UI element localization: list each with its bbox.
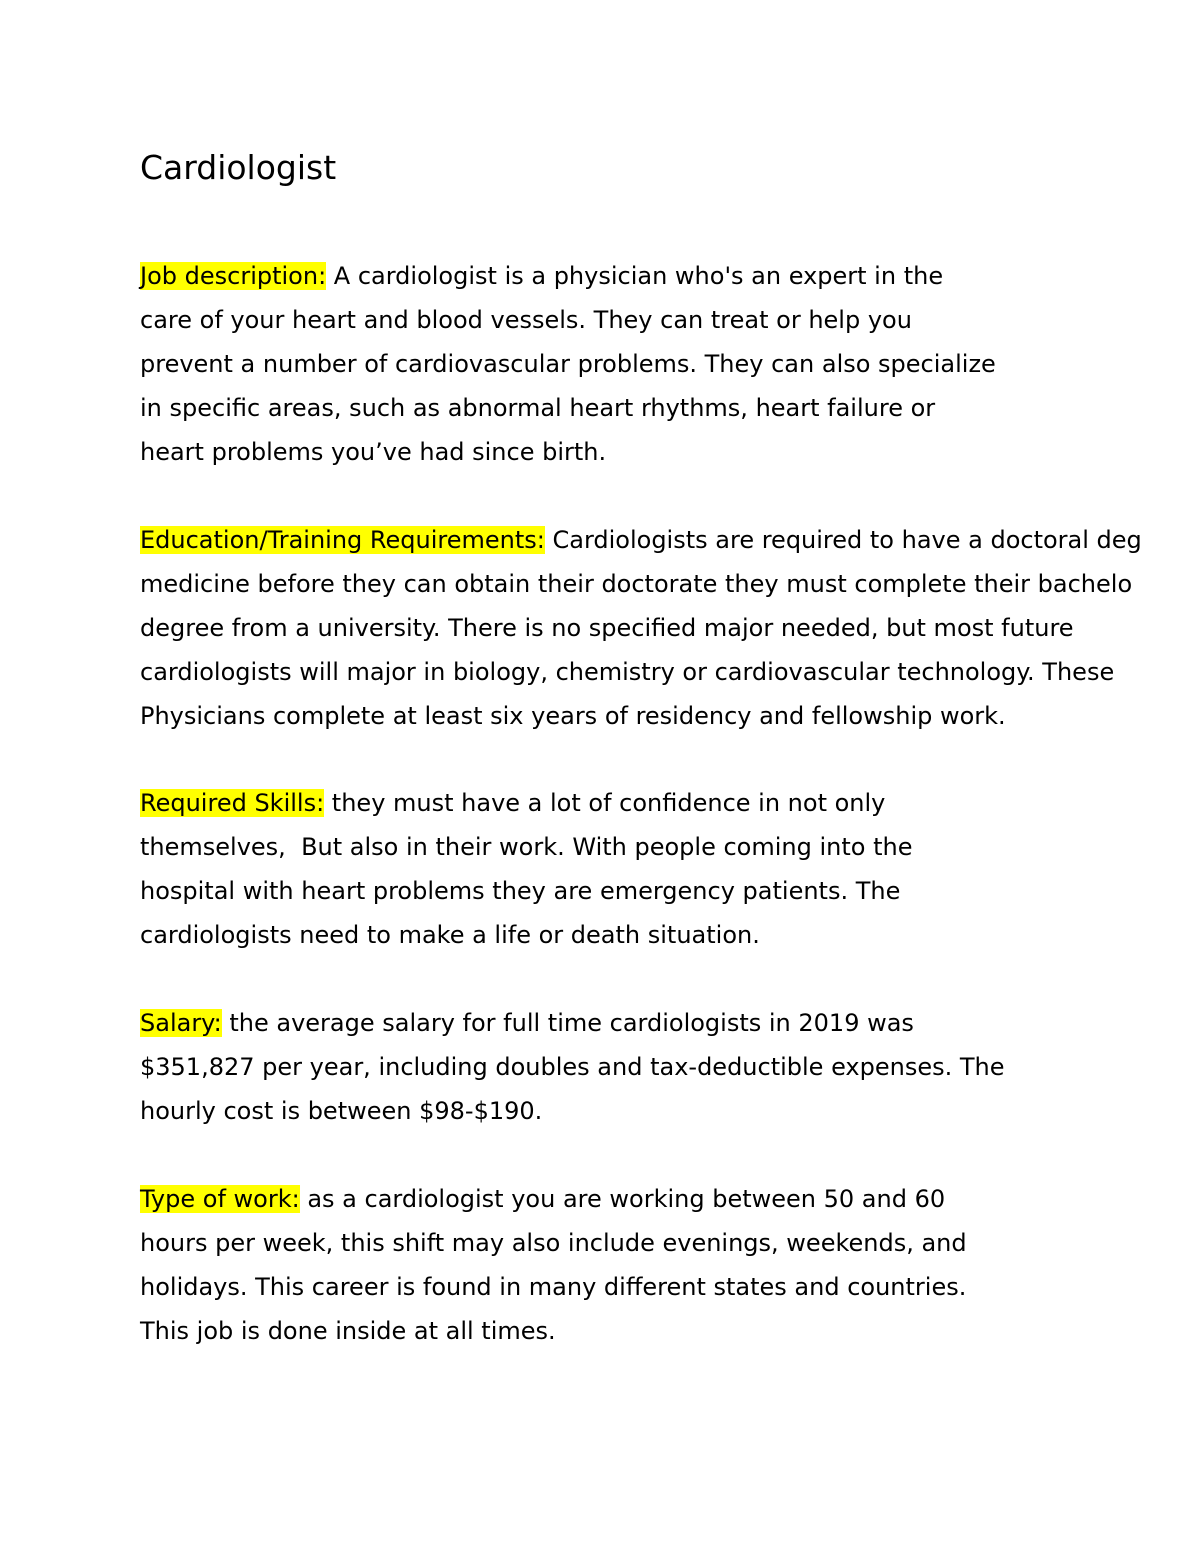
paragraph-line: care of your heart and blood vessels. They can treat or help you [140,306,912,334]
paragraph-line: hours per week, this shift may also include evenings, weekends, and [140,1229,967,1257]
paragraph-text: they must have a lot of confidence in not only [324,789,886,817]
job-description-section [140,254,996,474]
paragraph-text: Cardiologists are required to have a doctoral deg [544,526,1142,554]
paragraph-line [140,518,1142,562]
paragraph-line: hospital with heart problems they are emergency patients. The [140,877,901,905]
paragraph-line: cardiologists need to make a life or death situation. [140,921,760,949]
paragraph-line: $351,827 per year, including doubles and tax-deductible expenses. The [140,1053,1005,1081]
required-skills-label: Required Skills: [140,789,325,817]
paragraph-text: the average salary for full time cardiologists in 2019 was [221,1009,914,1037]
paragraph-line: medicine before they can obtain their doctorate they must complete their bachelo [140,570,1133,598]
paragraph-line: hourly cost is between $98-$190. [140,1097,543,1125]
paragraph-line: This job is done inside at all times. [140,1317,556,1345]
paragraph-line [140,1177,967,1221]
paragraph-line: cardiologists will major in biology, chemistry or cardiovascular technology. These [140,658,1115,686]
paragraph-line: degree from a university. There is no specified major needed, but most future [140,614,1074,642]
paragraph-line [140,1001,1005,1045]
paragraph-line: holidays. This career is found in many different states and countries. [140,1273,967,1301]
paragraph-line [140,781,912,825]
paragraph-line: in specific areas, such as abnormal heart rhythms, heart failure or [140,394,936,422]
paragraph-text: A cardiologist is a physician who's an expert in the [326,262,944,290]
job-description-label: Job description: [140,262,327,290]
paragraph-line: heart problems you’ve had since birth. [140,438,607,466]
education-label: Education/Training Requirements: [140,526,545,554]
salary-label: Salary: [140,1009,222,1037]
paragraph-line: themselves, But also in their work. With people coming into the [140,833,913,861]
paragraph-line [140,254,996,298]
type-of-work-label: Type of work: [140,1185,300,1213]
paragraph-line: prevent a number of cardiovascular problems. They can also specialize [140,350,996,378]
salary-section [140,1001,1005,1133]
page-title: Cardiologist [140,148,337,187]
type-of-work-section [140,1177,967,1353]
required-skills-section [140,781,912,957]
paragraph-text: as a cardiologist you are working between 50 and 60 [299,1185,946,1213]
education-section [140,518,1142,738]
paragraph-line: Physicians complete at least six years of residency and fellowship work. [140,702,1006,730]
